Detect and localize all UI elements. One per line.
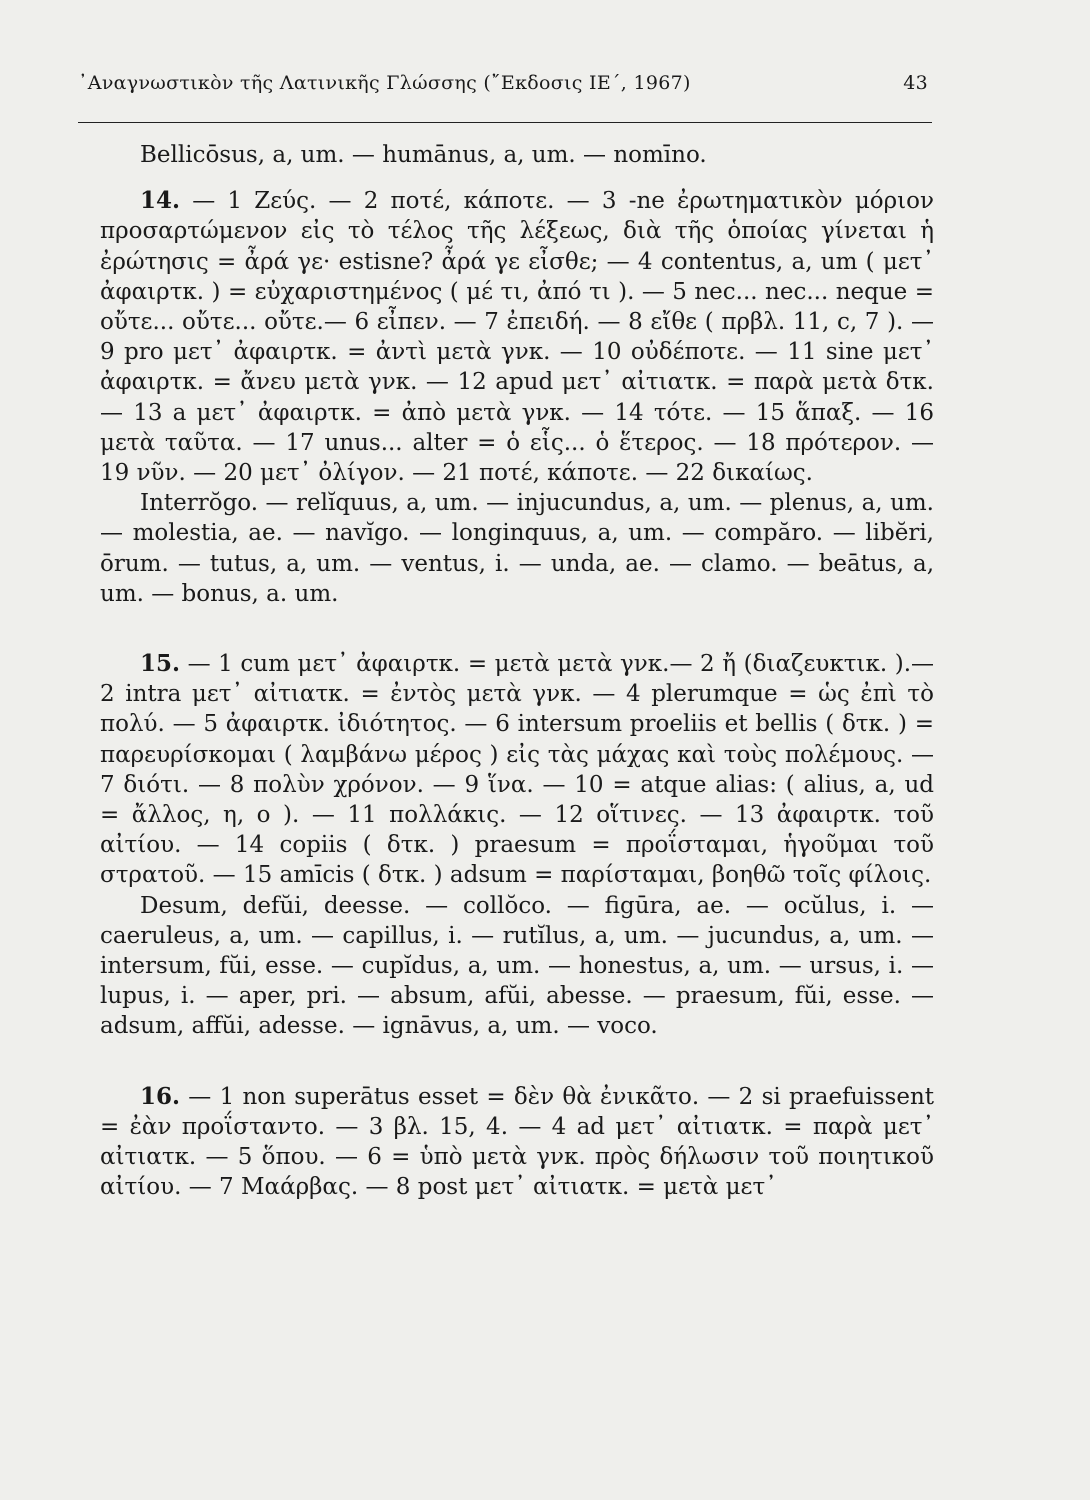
notes-paragraph-15: 15. — 1 cum μετ᾿ ἀφαιρτκ. = μετὰ μετὰ γνκ.— 2 ἤ (διαζευκτικ. ).— 2 intra μετ᾿ αἰτιατκ. = ἐντὸς μετὰ γνκ. — 4 plerumque = ὡς ἐπὶ τὸ πολύ. — 5 ἀφαιρτκ. ἰδιότητος. — 6 intersum proeliis et bellis ( δτκ. ) = παρευρίσκομαι ( λαμβάνω μέρος ) εἰς τὰς μάχας καὶ τοὺς πολέμους. — 7 διότι. — 8 πολὺν χρόνον. — 9 ἵνα. — 10 = atque alias: ( alius, a, ud = ἄλλος, η, ο ). — 11 πολλάκις. — 12 οἵτινες. — 13 ἀφαιρτκ. τοῦ αἰτίου. — 14 copiis ( δτκ. ) praesum = προΐσταμαι, ἡγοῦμαι τοῦ στρατοῦ. — 15 amīcis ( δτκ. ) adsum = παρίσταμαι, βοηθῶ τοῖς φίλοις. bbox=[100, 650, 934, 889]
page-number: 43 bbox=[903, 72, 928, 94]
vocab-paragraph-14: Interrŏgo. — relĭquus, a, um. — injucundus, a, um. — plenus, a, um. — molestia, ae. — navĭgo. — longinquus, a, um. — compăro. — libĕri, ōrum. — tutus, a, um. — ventus, i. — unda, ae. — clamo. — beātus, a, um. — bonus, a. um. bbox=[100, 490, 934, 607]
vocab-paragraph-13: Bellicōsus, a, um. — humānus, a, um. — nomīno. bbox=[140, 142, 707, 168]
running-header bbox=[78, 72, 932, 94]
page-body bbox=[100, 140, 934, 1203]
section-number-14: 14. bbox=[140, 187, 181, 215]
notes-paragraph-16: 16. — 1 non superātus esset = δὲν θὰ ἐνικᾶτο. — 2 si praefuissent = ἐὰν προΐσταντο. — 3 βλ. 15, 4. — 4 ad μετ᾿ αἰτιατκ. = παρὰ μετ᾿ αἰτιατκ. — 5 ὅπου. — 6 = ὑπὸ μετὰ γνκ. πρὸς δήλωσιν τοῦ ποιητικοῦ αἰτίου. — 7 Μαάρβας. — 8 post μετ᾿ αἰτιατκ. = μετὰ μετ᾿ bbox=[100, 1082, 935, 1201]
section-number-15: 15. bbox=[140, 650, 181, 678]
header-title: ᾿Αναγνωστικὸν τῆς Λατινικῆς Γλώσσης (῎Εκδοσις ΙΕ΄, 1967) bbox=[78, 72, 691, 94]
header-rule bbox=[78, 122, 932, 123]
notes-paragraph-14: 14. — 1 Ζεύς. — 2 ποτέ, κάποτε. — 3 -ne ἐρωτηματικὸν μόριον προσαρτώμενον εἰς τὸ τέλος τῆς λέξεως, διὰ τῆς ὁποίας γίνεται ἡ ἐρώτησις = ἆρά γε· estisne? ἆρά γε εἶσθε; — 4 contentus, a, um ( μετ᾿ ἀφαιρτκ. ) = εὐχαριστημένος ( μέ τι, ἀπό τι ). — 5 nec... nec... neque = οὔτε... οὔτε... οὔτε.— 6 εἶπεν. — 7 ἐπειδή. — 8 εἴθε ( πρβλ. 11, c, 7 ). — 9 pro μετ᾿ ἀφαιρτκ. = ἀντὶ μετὰ γνκ. — 10 οὐδέποτε. — 11 sine μετ᾿ ἀφαιρτκ. = ἄνευ μετὰ γνκ. — 12 apud μετ᾿ αἰτιατκ. = παρὰ μετὰ δτκ. — 13 a μετ᾿ ἀφαιρτκ. = ἀπὸ μετὰ γνκ. — 14 τότε. — 15 ἅπαξ. — 16 μετὰ ταῦτα. — 17 unus... alter = ὁ εἷς... ὁ ἕτερος. — 18 πρότερον. — 19 νῦν. — 20 μετ᾿ ὀλίγον. — 21 ποτέ, κάποτε. — 22 δικαίως. bbox=[100, 187, 934, 487]
vocab-paragraph-15: Desum, defŭi, deesse. — collŏco. — figūra, ae. — ocŭlus, i. — caeruleus, a, um. — capillus, i. — rutĭlus, a, um. — jucundus, a, um. — intersum, fŭi, esse. — cupĭdus, a, um. — honestus, a, um. — ursus, i. — lupus, i. — aper, pri. — absum, afŭi, abesse. — praesum, fŭi, esse. — adsum, affŭi, adesse. — ignāvus, a, um. — voco. bbox=[100, 892, 934, 1040]
section-number-16: 16. bbox=[140, 1082, 181, 1110]
